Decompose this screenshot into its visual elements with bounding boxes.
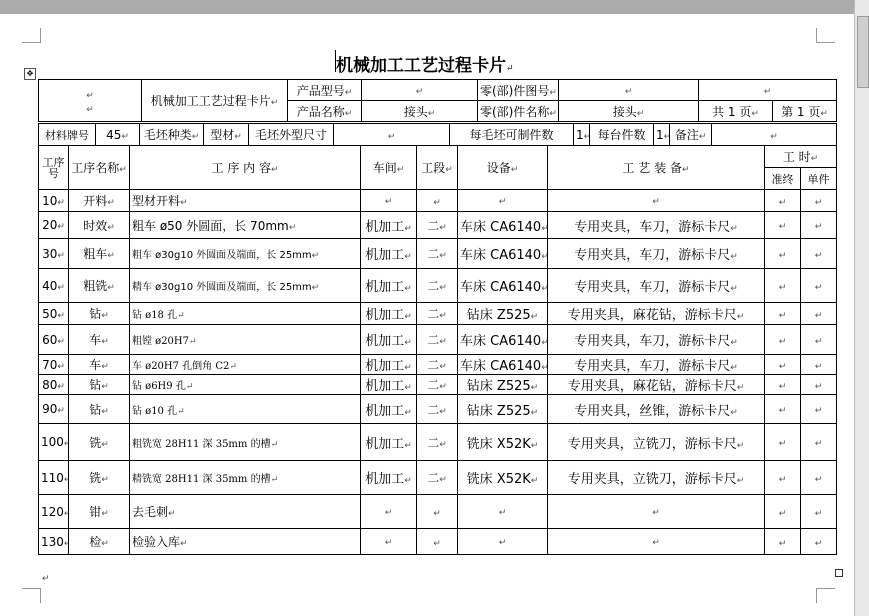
cell-name: 钻 ↵ xyxy=(69,303,130,325)
cell-equipment: 钻床 Z525 ↵ xyxy=(458,375,548,395)
cell-prep-time xyxy=(765,190,801,212)
cell-prep-time xyxy=(765,424,801,461)
cell-seq: 130 ↵ xyxy=(39,529,69,555)
table-row xyxy=(39,239,837,269)
cell-content: 去毛刺 ↵ xyxy=(130,495,361,529)
cell-content: 粗车 ø30g10 外圆面及端面，长 25mm ↵ xyxy=(130,239,361,269)
crop-mark-bottom-right xyxy=(816,588,835,603)
cell-tooling: 专用夹具，车刀，游标卡尺 ↵ xyxy=(548,212,765,239)
cell-content: 粗镗 ø20H7 ↵ xyxy=(130,325,361,355)
parts-per-blank-value: 1 ↵ xyxy=(574,124,590,146)
col-workshop-header: 车间 ↵ xyxy=(361,146,417,190)
cell-equipment: 车床 CA6140 ↵ xyxy=(458,212,548,239)
cell-equipment: 铣床 X52K ↵ xyxy=(458,424,548,461)
cell-name: 车 ↵ xyxy=(69,325,130,355)
cell-workshop xyxy=(361,190,417,212)
col-section-header: 工段 ↵ xyxy=(417,146,458,190)
material-table xyxy=(38,123,837,146)
cell-content: 车 ø20H7 孔倒角 C2 ↵ xyxy=(130,355,361,375)
cell-section xyxy=(417,495,458,529)
cell-workshop: 机加工 ↵ xyxy=(361,303,417,325)
cell-name: 检 ↵ xyxy=(69,529,130,555)
cell-section: 二 ↵ xyxy=(417,325,458,355)
col-hours-header: 工 时 ↵ xyxy=(765,146,837,168)
cell-workshop: 机加工 ↵ xyxy=(361,375,417,395)
crop-mark-top-right xyxy=(816,28,835,43)
cell-name: 钳 ↵ xyxy=(69,495,130,529)
cell-prep-time xyxy=(765,212,801,239)
cell-name: 车 ↵ xyxy=(69,355,130,375)
cell-tooling: 专用夹具，麻花钻，游标卡尺 ↵ xyxy=(548,303,765,325)
per-unit-label: 每台件数 xyxy=(590,124,654,146)
cell-prep-time xyxy=(765,375,801,395)
cell-name: 铣 ↵ xyxy=(69,461,130,495)
blank-cell xyxy=(39,80,142,122)
table-row xyxy=(39,529,837,555)
cell-equipment: 车床 CA6140 ↵ xyxy=(458,355,548,375)
cell-unit-time xyxy=(801,303,837,325)
cell-equipment: 钻床 Z525 ↵ xyxy=(458,395,548,424)
cell-seq: 120 ↵ xyxy=(39,495,69,529)
cell-equipment xyxy=(458,529,548,555)
cell-prep-time xyxy=(765,355,801,375)
part-name-value: 接头 ↵ xyxy=(559,101,699,122)
card-name: 机械加工工艺过程卡片 ↵ xyxy=(142,80,288,122)
cell-tooling: 专用夹具，车刀，游标卡尺 ↵ xyxy=(548,325,765,355)
cell-content: 钻 ø18 孔 ↵ xyxy=(130,303,361,325)
blank-size-value xyxy=(334,124,450,146)
cell-seq: 80 ↵ xyxy=(39,375,69,395)
cell-seq: 50 ↵ xyxy=(39,303,69,325)
total-pages: 共 1 页 ↵ xyxy=(699,101,773,122)
table-row xyxy=(39,269,837,303)
blank-cell xyxy=(699,80,837,101)
cell-workshop: 机加工 ↵ xyxy=(361,355,417,375)
part-no-value xyxy=(559,80,699,101)
cell-section: 二 ↵ xyxy=(417,269,458,303)
cell-workshop: 机加工 ↵ xyxy=(361,325,417,355)
cell-prep-time xyxy=(765,269,801,303)
cell-seq: 90 ↵ xyxy=(39,395,69,424)
cell-content: 型材开料 ↵ xyxy=(130,190,361,212)
cell-content: 检验入库 ↵ xyxy=(130,529,361,555)
cell-name: 钻 ↵ xyxy=(69,395,130,424)
cell-unit-time xyxy=(801,325,837,355)
cell-section: 二 ↵ xyxy=(417,239,458,269)
cell-workshop: 机加工 ↵ xyxy=(361,395,417,424)
cell-unit-time xyxy=(801,239,837,269)
cell-seq: 30 ↵ xyxy=(39,239,69,269)
process-table xyxy=(38,145,837,555)
vertical-scrollbar[interactable] xyxy=(854,0,869,616)
cell-tooling: 专用夹具，丝锥，游标卡尺 ↵ xyxy=(548,395,765,424)
part-no-label: 零(部)件图号 ↵ xyxy=(478,80,559,101)
cell-workshop: 机加工 ↵ xyxy=(361,424,417,461)
cell-workshop xyxy=(361,529,417,555)
cell-prep-time xyxy=(765,461,801,495)
cell-unit-time xyxy=(801,269,837,303)
col-unit-header: 单件 xyxy=(801,168,837,190)
page-title: 机械加工工艺过程卡片 ↵ xyxy=(336,51,514,76)
cell-workshop xyxy=(361,495,417,529)
cell-prep-time xyxy=(765,239,801,269)
per-unit-value: 1 ↵ xyxy=(654,124,670,146)
table-row xyxy=(39,212,837,239)
table-row xyxy=(39,461,837,495)
table-row xyxy=(39,424,837,461)
cell-tooling: 专用夹具，车刀，游标卡尺 ↵ xyxy=(548,355,765,375)
cell-content: 钻 ø10 孔 ↵ xyxy=(130,395,361,424)
cell-unit-time xyxy=(801,190,837,212)
cell-equipment: 车床 CA6140 ↵ xyxy=(458,325,548,355)
scrollbar-thumb[interactable] xyxy=(857,16,869,88)
cell-tooling xyxy=(548,529,765,555)
cell-unit-time xyxy=(801,495,837,529)
crop-mark-bottom-left xyxy=(22,588,41,603)
cell-name: 时效 ↵ xyxy=(69,212,130,239)
cell-section: 二 ↵ xyxy=(417,375,458,395)
cell-name: 开料 ↵ xyxy=(69,190,130,212)
cell-name: 铣 ↵ xyxy=(69,424,130,461)
table-row xyxy=(39,303,837,325)
cell-equipment: 车床 CA6140 ↵ xyxy=(458,269,548,303)
product-name-value: 接头 ↵ xyxy=(362,101,478,122)
cell-name: 粗铣 ↵ xyxy=(69,269,130,303)
cell-prep-time xyxy=(765,529,801,555)
table-resize-handle-icon[interactable] xyxy=(835,569,843,577)
parts-per-blank-label: 每毛坯可制件数 xyxy=(450,124,574,146)
cell-workshop: 机加工 ↵ xyxy=(361,269,417,303)
cell-seq: 110 ↵ xyxy=(39,461,69,495)
cell-seq: 60 ↵ xyxy=(39,325,69,355)
cell-tooling xyxy=(548,495,765,529)
cell-workshop: 机加工 ↵ xyxy=(361,212,417,239)
table-row xyxy=(39,190,837,212)
cell-equipment: 车床 CA6140 ↵ xyxy=(458,239,548,269)
col-tooling-header: 工 艺 装 备 ↵ xyxy=(548,146,765,190)
cell-unit-time xyxy=(801,395,837,424)
cell-name: 钻 ↵ xyxy=(69,375,130,395)
blank-type-label: 毛坯种类 ↵ xyxy=(140,124,204,146)
cell-equipment xyxy=(458,190,548,212)
cell-seq: 20 ↵ xyxy=(39,212,69,239)
col-seq-header: 工序号 xyxy=(39,146,69,190)
header-table xyxy=(38,79,837,122)
cell-unit-time xyxy=(801,424,837,461)
col-content-header: 工 序 内 容 ↵ xyxy=(130,146,361,190)
cell-prep-time xyxy=(765,395,801,424)
material-grade-value: 45 ↵ xyxy=(96,124,140,146)
product-model-label: 产品型号 ↵ xyxy=(288,80,362,101)
cell-section: 二 ↵ xyxy=(417,303,458,325)
cell-name: 粗车 ↵ xyxy=(69,239,130,269)
product-name-label: 产品名称 ↵ xyxy=(288,101,362,122)
cell-content: 精车 ø30g10 外圆面及端面，长 25mm ↵ xyxy=(130,269,361,303)
remark-value xyxy=(712,124,837,146)
table-row xyxy=(39,495,837,529)
col-equipment-header: 设备 ↵ xyxy=(458,146,548,190)
cell-seq: 100 ↵ xyxy=(39,424,69,461)
table-row xyxy=(39,395,837,424)
table-row xyxy=(39,355,837,375)
blank-type-value: 型材 ↵ xyxy=(204,124,249,146)
cell-prep-time xyxy=(765,303,801,325)
cell-tooling: 专用夹具，麻花钻，游标卡尺 ↵ xyxy=(548,375,765,395)
cell-section: 二 ↵ xyxy=(417,212,458,239)
cell-content: 粗铣宽 28H11 深 35mm 的槽 ↵ xyxy=(130,424,361,461)
paragraph-mark-icon: ↵ xyxy=(42,574,50,584)
cell-workshop: 机加工 ↵ xyxy=(361,461,417,495)
remark-label: 备注 ↵ xyxy=(670,124,712,146)
table-row xyxy=(39,375,837,395)
cell-content: 钻 ø6H9 孔 ↵ xyxy=(130,375,361,395)
cell-tooling: 专用夹具，立铣刀，游标卡尺 ↵ xyxy=(548,424,765,461)
cell-equipment: 铣床 X52K ↵ xyxy=(458,461,548,495)
cell-prep-time xyxy=(765,495,801,529)
product-model-value xyxy=(362,80,478,101)
cell-tooling xyxy=(548,190,765,212)
table-row xyxy=(39,325,837,355)
cell-equipment xyxy=(458,495,548,529)
cell-section: 二 ↵ xyxy=(417,355,458,375)
cell-equipment: 钻床 Z525 ↵ xyxy=(458,303,548,325)
cell-seq: 70 ↵ xyxy=(39,355,69,375)
cell-unit-time xyxy=(801,355,837,375)
cell-section: 二 ↵ xyxy=(417,395,458,424)
part-name-label: 零(部)件名称 ↵ xyxy=(478,101,559,122)
blank-size-label: 毛坯外型尺寸 xyxy=(249,124,334,146)
crop-mark-top-left xyxy=(22,28,41,43)
cell-prep-time xyxy=(765,325,801,355)
cell-workshop: 机加工 ↵ xyxy=(361,239,417,269)
table-move-handle-icon[interactable]: ✥ xyxy=(24,68,36,80)
cell-unit-time xyxy=(801,375,837,395)
cell-unit-time xyxy=(801,212,837,239)
cell-seq: 40 ↵ xyxy=(39,269,69,303)
cell-section xyxy=(417,190,458,212)
material-grade-label: 材料牌号 xyxy=(39,124,96,146)
cell-tooling: 专用夹具，车刀，游标卡尺 ↵ xyxy=(548,239,765,269)
cell-section: 二 ↵ xyxy=(417,424,458,461)
cell-section xyxy=(417,529,458,555)
col-prep-header: 准终 xyxy=(765,168,801,190)
cell-content: 精铣宽 28H11 深 35mm 的槽 ↵ xyxy=(130,461,361,495)
col-name-header: 工序名称 ↵ xyxy=(69,146,130,190)
cell-unit-time xyxy=(801,529,837,555)
cell-tooling: 专用夹具，立铣刀，游标卡尺 ↵ xyxy=(548,461,765,495)
page-number: 第 1 页 ↵ xyxy=(773,101,837,122)
cell-unit-time xyxy=(801,461,837,495)
cell-section: 二 ↵ xyxy=(417,461,458,495)
cell-seq: 10 ↵ xyxy=(39,190,69,212)
cell-tooling: 专用夹具，车刀，游标卡尺 ↵ xyxy=(548,269,765,303)
ruler-area xyxy=(0,0,854,14)
cell-content: 粗车 ø50 外圆面，长 70mm ↵ xyxy=(130,212,361,239)
